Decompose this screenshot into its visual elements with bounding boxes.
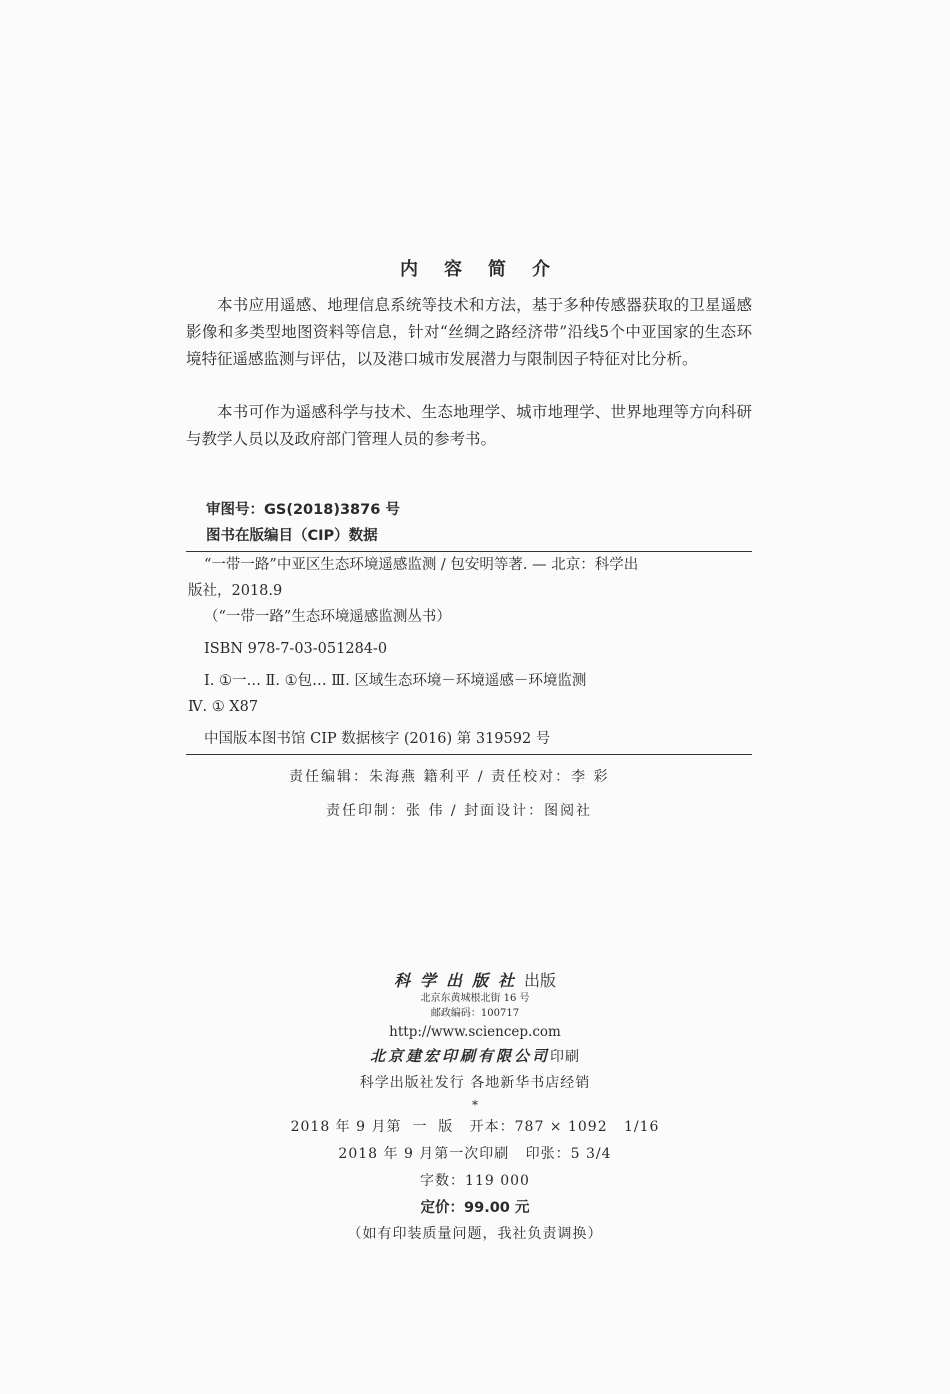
cip-title-line-cont: 版社，2018.9 — [188, 583, 283, 599]
map-review-number: 审图号：GS(2018)3876 号 — [206, 502, 400, 518]
quality-notice: （如有印装质量问题，我社负责调换） — [347, 1226, 603, 1242]
word-count: 字数：119 000 — [420, 1173, 530, 1189]
intro-paragraph-2: 本书可作为遥感科学与技术、生态地理学、城市地理学、世界地理等方向科研与教学人员以及政府部门管理人员的参考书。 — [186, 403, 752, 448]
separator-star: * — [472, 1098, 478, 1112]
publisher-name: 科学出版社 — [393, 971, 524, 990]
publisher-address: 北京东黄城根北街 16 号 — [420, 993, 530, 1004]
cip-title-line: “一带一路”中亚区生态环境遥感监测 / 包安明等著. — 北京：科学出 — [204, 557, 639, 573]
cip-series-line: （“一带一路”生态环境遥感监测丛书） — [204, 609, 451, 625]
cip-isbn: ISBN 978-7-03-051284-0 — [204, 641, 388, 657]
printing-info: 2018 年 9 月第一次印刷 印张：5 3/4 — [338, 1146, 612, 1162]
cip-classification-2: Ⅳ. ① X87 — [188, 699, 259, 715]
publisher-suffix: 出版 — [524, 971, 557, 990]
cip-bottom-rule — [186, 754, 752, 755]
cip-header: 图书在版编目（CIP）数据 — [206, 528, 378, 544]
price: 定价：99.00 元 — [420, 1200, 530, 1216]
printer-name: 北京建宏印刷有限公司 — [369, 1047, 550, 1065]
edition-info: 2018 年 9 月第 一 版 开本：787 × 1092 1/16 — [290, 1119, 660, 1135]
printer-suffix: 印刷 — [550, 1049, 580, 1065]
intro-paragraph-1: 本书应用遥感、地理信息系统等技术和方法，基于多种传感器获取的卫星遥感影像和多类型地图资料等信息，针对“丝绸之路经济带”沿线5个中亚国家的生态环境特征遥感监测与评估，以及港口城市发展潜力与限制因子特征对比分析。 — [186, 296, 752, 368]
cip-block — [186, 497, 752, 755]
distribution: 科学出版社发行 各地新华书店经销 — [359, 1075, 591, 1091]
publisher-url: http://www.sciencep.com — [389, 1024, 561, 1040]
imprint-block — [0, 968, 950, 1248]
editor-credits: 责任编辑：朱海燕 籍利平 / 责任校对：李 彩 — [289, 769, 610, 785]
intro-title: 内容简介 — [400, 259, 576, 280]
cip-verification: 中国版本图书馆 CIP 数据核字 (2016) 第 319592 号 — [204, 731, 551, 747]
publisher-postcode: 邮政编码：100717 — [430, 1008, 520, 1019]
printing-credits: 责任印制：张 伟 / 封面设计：图阅社 — [326, 803, 593, 819]
cip-classification-1: Ⅰ. ①一… Ⅱ. ①包… Ⅲ. 区域生态环境－环境遥感－环境监测 — [204, 673, 587, 689]
